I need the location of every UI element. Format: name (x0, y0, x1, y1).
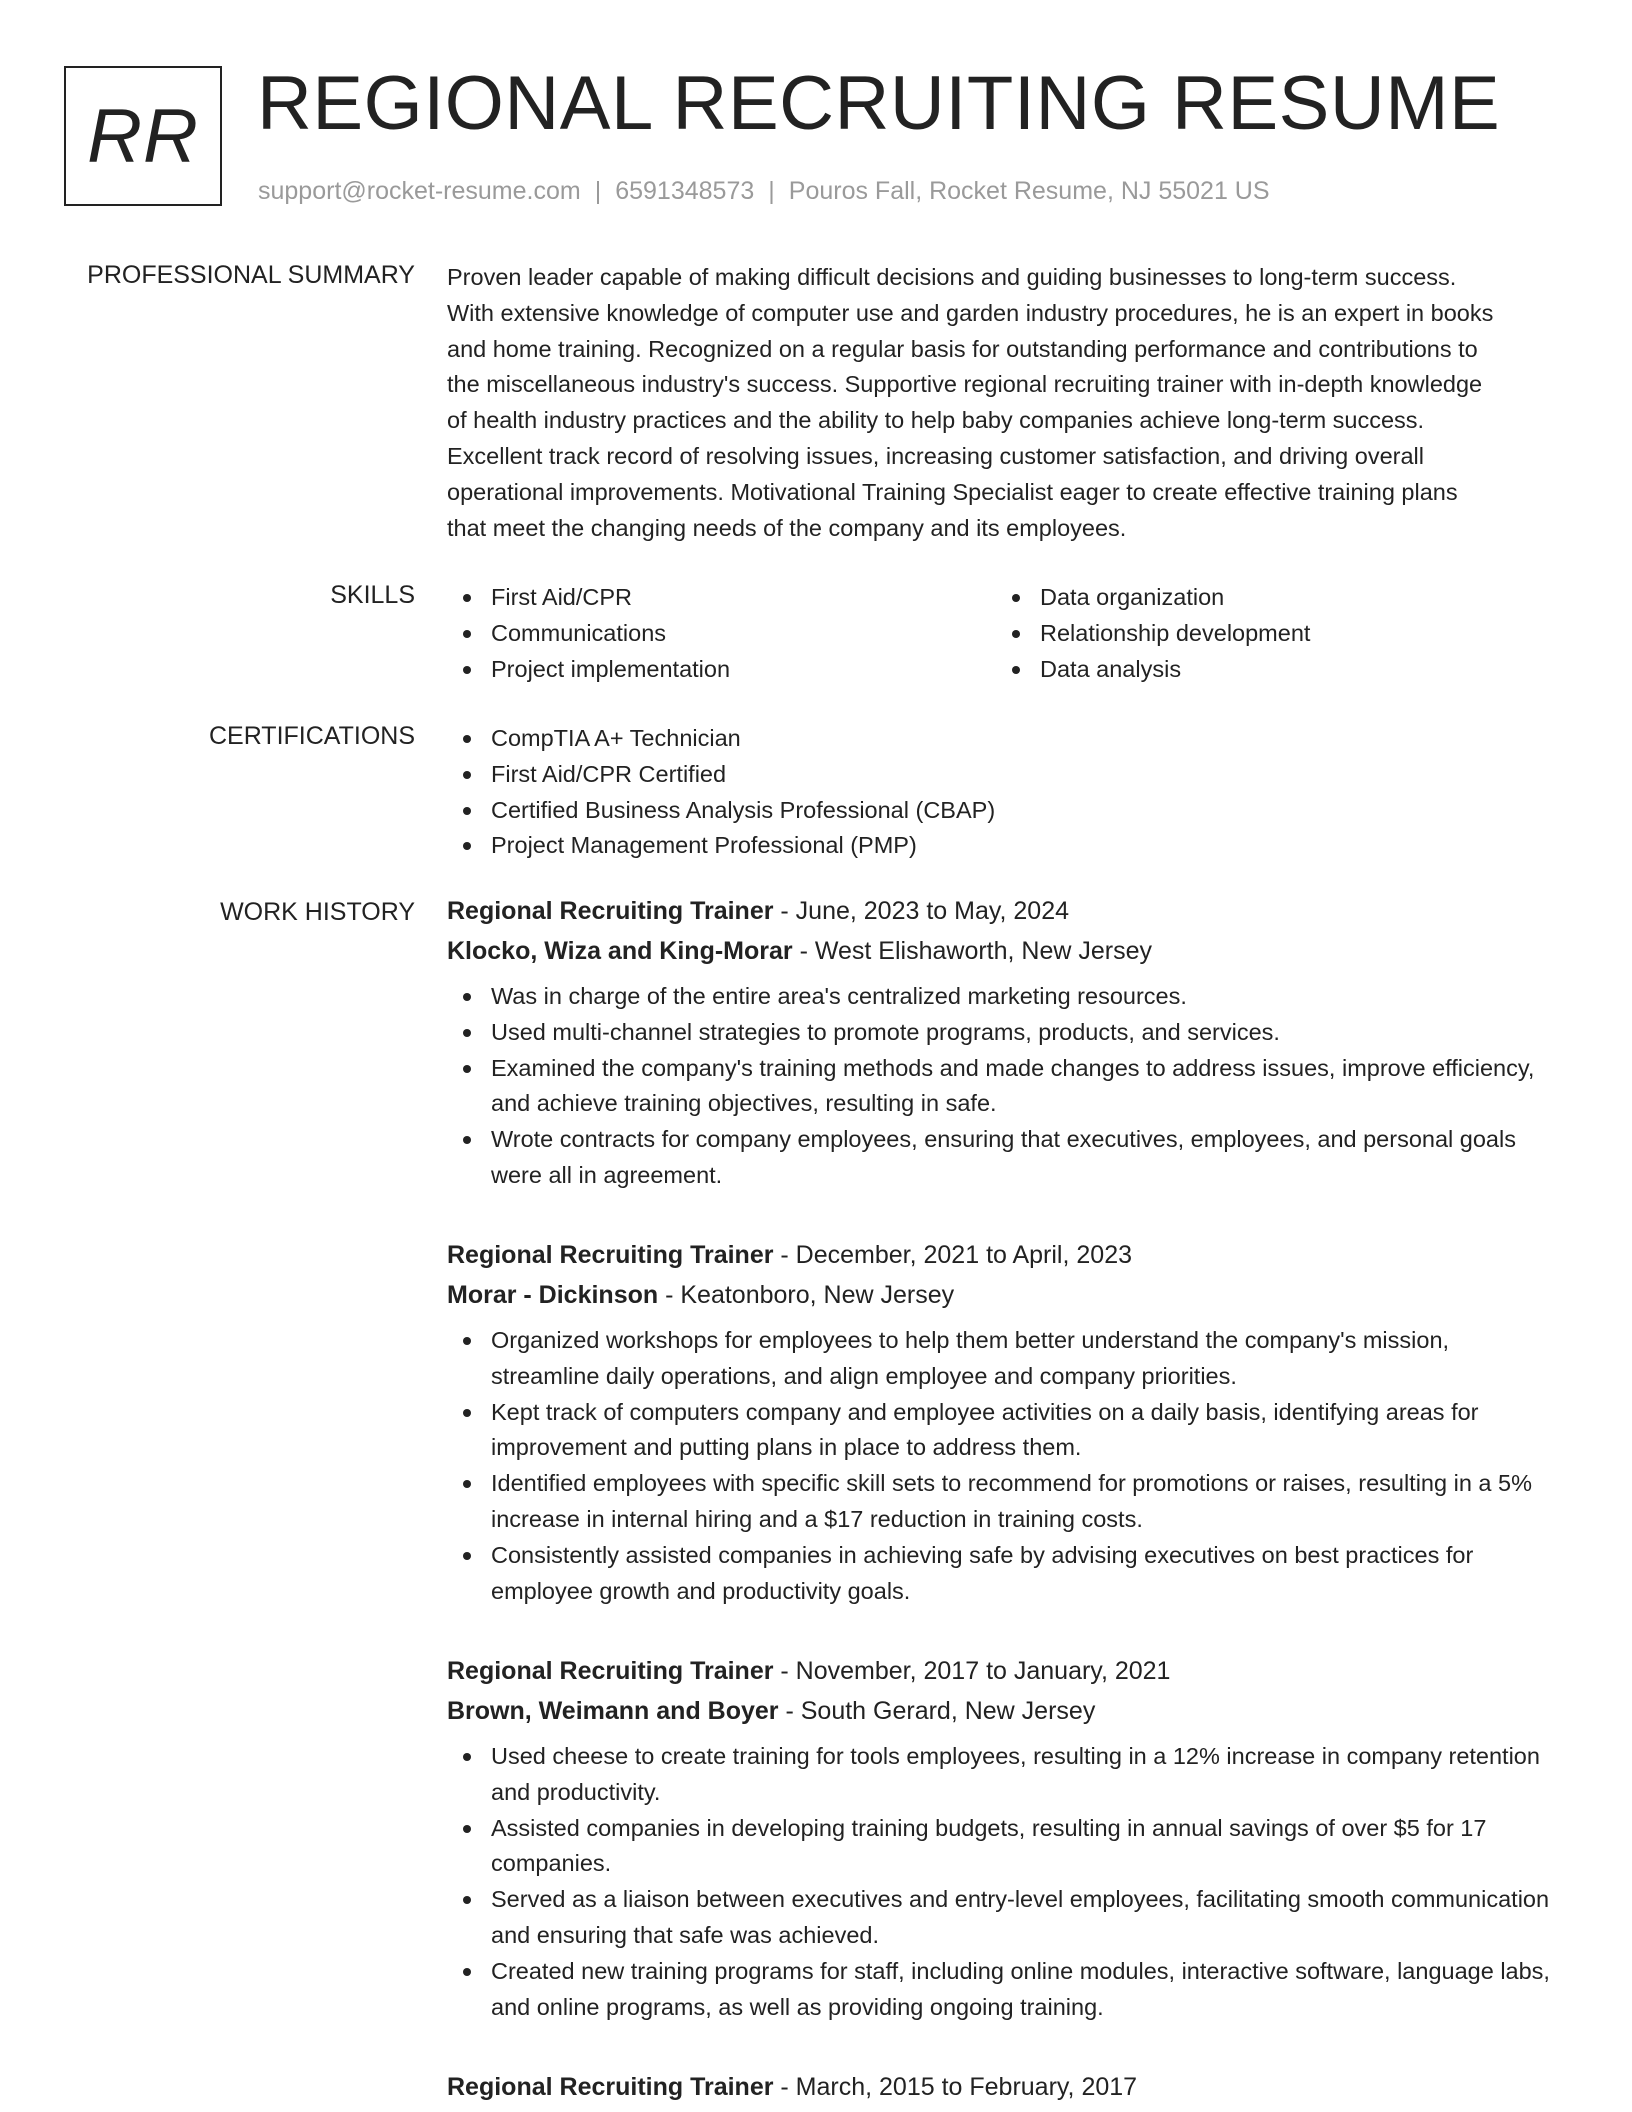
summary-line: and home training. Recognized on a regular basis for outstanding performance and contributions to (447, 335, 1478, 362)
skill-item: Relationship development (1040, 616, 1545, 652)
summary-line: the miscellaneous industry's success. Supportive regional recruiting trainer with in-depth knowledge (447, 371, 1483, 398)
skill-item: Data analysis (1040, 652, 1545, 688)
skill-item: Data organization (1040, 580, 1545, 616)
job-bullet: Kept track of computers company and employee activities on a daily basis, identifying areas for improvement and putting plans in place to address them. (491, 1395, 1562, 1467)
contact-line (258, 174, 1270, 208)
job-bullets (447, 979, 1562, 1194)
certification-item: CompTIA A+ Technician (491, 721, 1562, 757)
summary-line: Proven leader capable of making difficult decisions and guiding businesses to long-term success. (447, 264, 1457, 290)
section-heading-summary: PROFESSIONAL SUMMARY (87, 261, 415, 289)
job-bullet: Identified employees with specific skill sets to recommend for promotions or raises, resulting in a 5% increase in internal hiring and a $17 reduction in training costs. (491, 1466, 1562, 1538)
job-bullet: Examined the company's training methods and made changes to address issues, improve efficiency, and achieve training objectives, resulting in safe. (491, 1051, 1562, 1123)
summary-line: Excellent track record of resolving issues, increasing customer satisfaction, and driving overall (447, 442, 1424, 469)
section-heading-work-history: WORK HISTORY (220, 898, 415, 926)
phone-number: 6591348573 (615, 177, 755, 205)
job-location: - Keatonboro, New Jersey (658, 1281, 955, 1309)
job-bullet: Created new training programs for staff, including online modules, interactive software, language labs, and online programs, as well as providing ongoing training. (491, 1954, 1562, 2026)
monogram-logo: RR (64, 66, 222, 206)
skill-item: First Aid/CPR (491, 580, 996, 616)
job-bullet: Assisted companies in developing training budgets, resulting in annual savings of over $5 for 17 companies. (491, 1811, 1562, 1883)
section-heading-certifications: CERTIFICATIONS (208, 722, 415, 750)
job-title: Regional Recruiting Trainer (447, 1241, 774, 1269)
certifications-list (447, 721, 1562, 864)
email-link[interactable]: support@rocket-resume.com (258, 177, 581, 205)
summary-line: that meet the changing needs of the company and its employees. (447, 514, 1127, 541)
job-title-line (447, 1651, 1562, 1691)
skill-item: Communications (491, 616, 996, 652)
job-title: Regional Recruiting Trainer (447, 1657, 774, 1685)
job-bullet: Used multi-channel strategies to promote programs, products, and services. (491, 1015, 1562, 1051)
job-company: Brown, Weimann and Boyer (447, 1697, 779, 1725)
job-bullet: Consistently assisted companies in achieving safe by advising executives on best practices for employee growth and productivity goals. (491, 1538, 1562, 1610)
job-entry (447, 2067, 1562, 2107)
job-company: Morar - Dickinson (447, 1281, 659, 1309)
job-bullet: Wrote contracts for company employees, ensuring that executives, employees, and personal goals were all in agreement. (491, 1122, 1562, 1194)
job-dates: - March, 2015 to February, 2017 (773, 2073, 1138, 2101)
job-entry (447, 1651, 1562, 2025)
skills-list-left (447, 580, 996, 687)
resume-title: REGIONAL RECRUITING RESUME (257, 61, 1501, 146)
certifications-body (447, 721, 1562, 864)
skill-item: Project implementation (491, 652, 996, 688)
address: Pouros Fall, Rocket Resume, NJ 55021 US (788, 177, 1270, 205)
job-location: - South Gerard, New Jersey (778, 1697, 1096, 1725)
contact-separator: | (768, 177, 775, 205)
skills-body (447, 580, 1562, 687)
job-bullet: Served as a liaison between executives and entry-level employees, facilitating smooth communication and ensuring that safe was achieved. (491, 1882, 1562, 1954)
certification-item: Project Management Professional (PMP) (491, 828, 1562, 864)
job-bullets (447, 1323, 1562, 1609)
job-bullet: Was in charge of the entire area's centralized marketing resources. (491, 979, 1562, 1015)
section-heading-skills: SKILLS (330, 581, 415, 609)
certification-item: First Aid/CPR Certified (491, 757, 1562, 793)
certification-item: Certified Business Analysis Professional (CBAP) (491, 793, 1562, 829)
job-title: Regional Recruiting Trainer (447, 2073, 774, 2101)
summary-line: With extensive knowledge of computer use and garden industry procedures, he is an expert in books (447, 299, 1494, 326)
job-company: Klocko, Wiza and King-Morar (447, 937, 793, 965)
job-company-line (447, 1275, 1562, 1315)
job-entry (447, 1235, 1562, 1609)
job-dates: - November, 2017 to January, 2021 (773, 1657, 1171, 1685)
job-dates: - December, 2021 to April, 2023 (773, 1241, 1132, 1269)
job-dates: - June, 2023 to May, 2024 (773, 897, 1070, 925)
job-bullets (447, 1739, 1562, 2025)
job-company-line (447, 931, 1562, 971)
summary-body (447, 260, 1562, 546)
job-location: - West Elishaworth, New Jersey (792, 937, 1153, 965)
job-title-line (447, 2067, 1562, 2107)
job-title: Regional Recruiting Trainer (447, 897, 774, 925)
summary-line: of health industry practices and the ability to help baby companies achieve long-term success. (447, 407, 1425, 434)
summary-line: operational improvements. Motivational Training Specialist eager to create effective training plans (447, 478, 1458, 505)
contact-separator: | (594, 177, 602, 205)
skills-list-right (996, 580, 1545, 687)
job-title-line (447, 1235, 1562, 1275)
job-title-line (447, 891, 1562, 931)
job-bullet: Organized workshops for employees to help them better understand the company's mission, streamline daily operations, and align employee and company priorities. (491, 1323, 1562, 1395)
job-bullet: Used cheese to create training for tools employees, resulting in a 12% increase in company retention and productivity. (491, 1739, 1562, 1811)
job-entry (447, 891, 1562, 1194)
job-company-line (447, 1691, 1562, 1731)
